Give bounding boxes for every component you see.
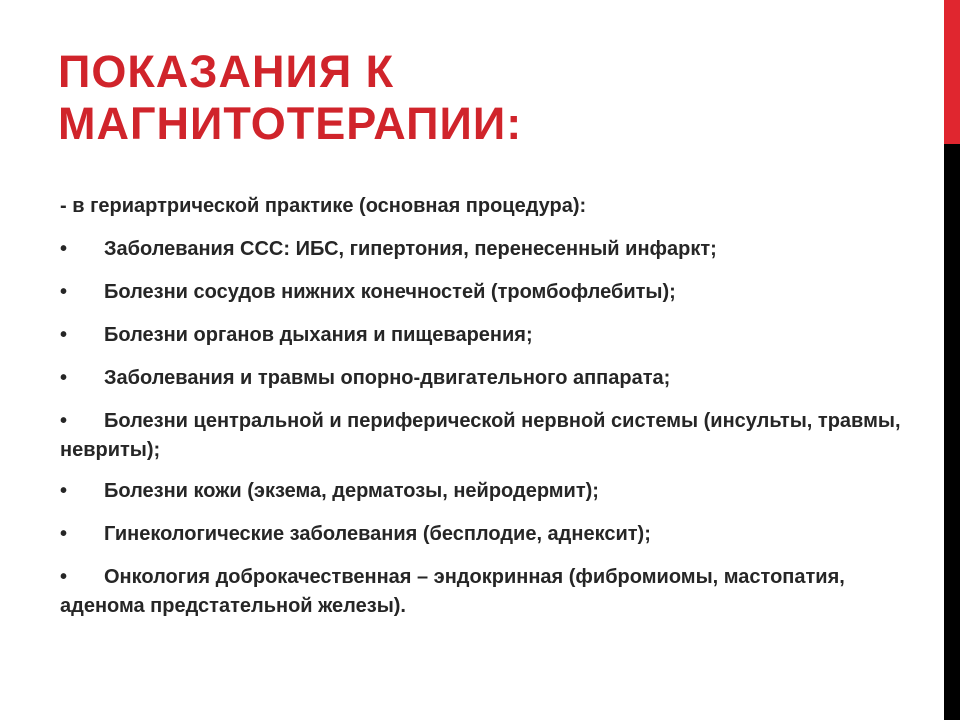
list-item-text: Болезни центральной и периферической нервной системы (инсульты, травмы, невриты); — [60, 410, 901, 461]
bullet-icon: • — [60, 566, 68, 588]
bullet-icon: • — [60, 480, 68, 502]
list-item-text: Болезни сосудов нижних конечностей (тромбофлебиты); — [104, 281, 676, 303]
list-item — [60, 520, 910, 549]
list-item — [60, 278, 910, 307]
list-item — [60, 563, 910, 621]
side-accent-black-bar — [944, 144, 960, 720]
intro-line: - в гериартрической практике (основная процедура): — [60, 195, 587, 217]
slide-title-line-2: МАГНИТОТЕРАПИИ: — [58, 98, 523, 149]
bullet-icon: • — [60, 523, 68, 545]
slide-body — [60, 192, 910, 633]
list-item — [60, 364, 910, 393]
list-item-text: Заболевания ССС: ИБС, гипертония, перенесенный инфаркт; — [104, 238, 717, 260]
slide-title-line-1: ПОКАЗАНИЯ К — [58, 46, 395, 97]
bullet-icon: • — [60, 281, 68, 303]
slide-title — [58, 46, 918, 150]
list-item-text: Заболевания и травмы опорно-двигательного аппарата; — [104, 367, 671, 389]
bullet-icon: • — [60, 238, 68, 260]
side-accent-red-bar — [944, 0, 960, 144]
list-item — [60, 235, 910, 264]
bullet-icon: • — [60, 324, 68, 346]
bullet-icon: • — [60, 367, 68, 389]
list-item-text: Болезни органов дыхания и пищеварения; — [104, 324, 533, 346]
list-item-text: Гинекологические заболевания (бесплодие, аднексит); — [104, 523, 651, 545]
list-item — [60, 477, 910, 506]
list-item — [60, 407, 910, 465]
list-item-text: Онкология доброкачественная – эндокринная (фибромиомы, мастопатия, аденома предстательной железы). — [60, 566, 845, 617]
indications-list — [60, 235, 910, 621]
list-item — [60, 321, 910, 350]
list-item-text: Болезни кожи (экзема, дерматозы, нейродермит); — [104, 480, 599, 502]
bullet-icon: • — [60, 410, 68, 432]
